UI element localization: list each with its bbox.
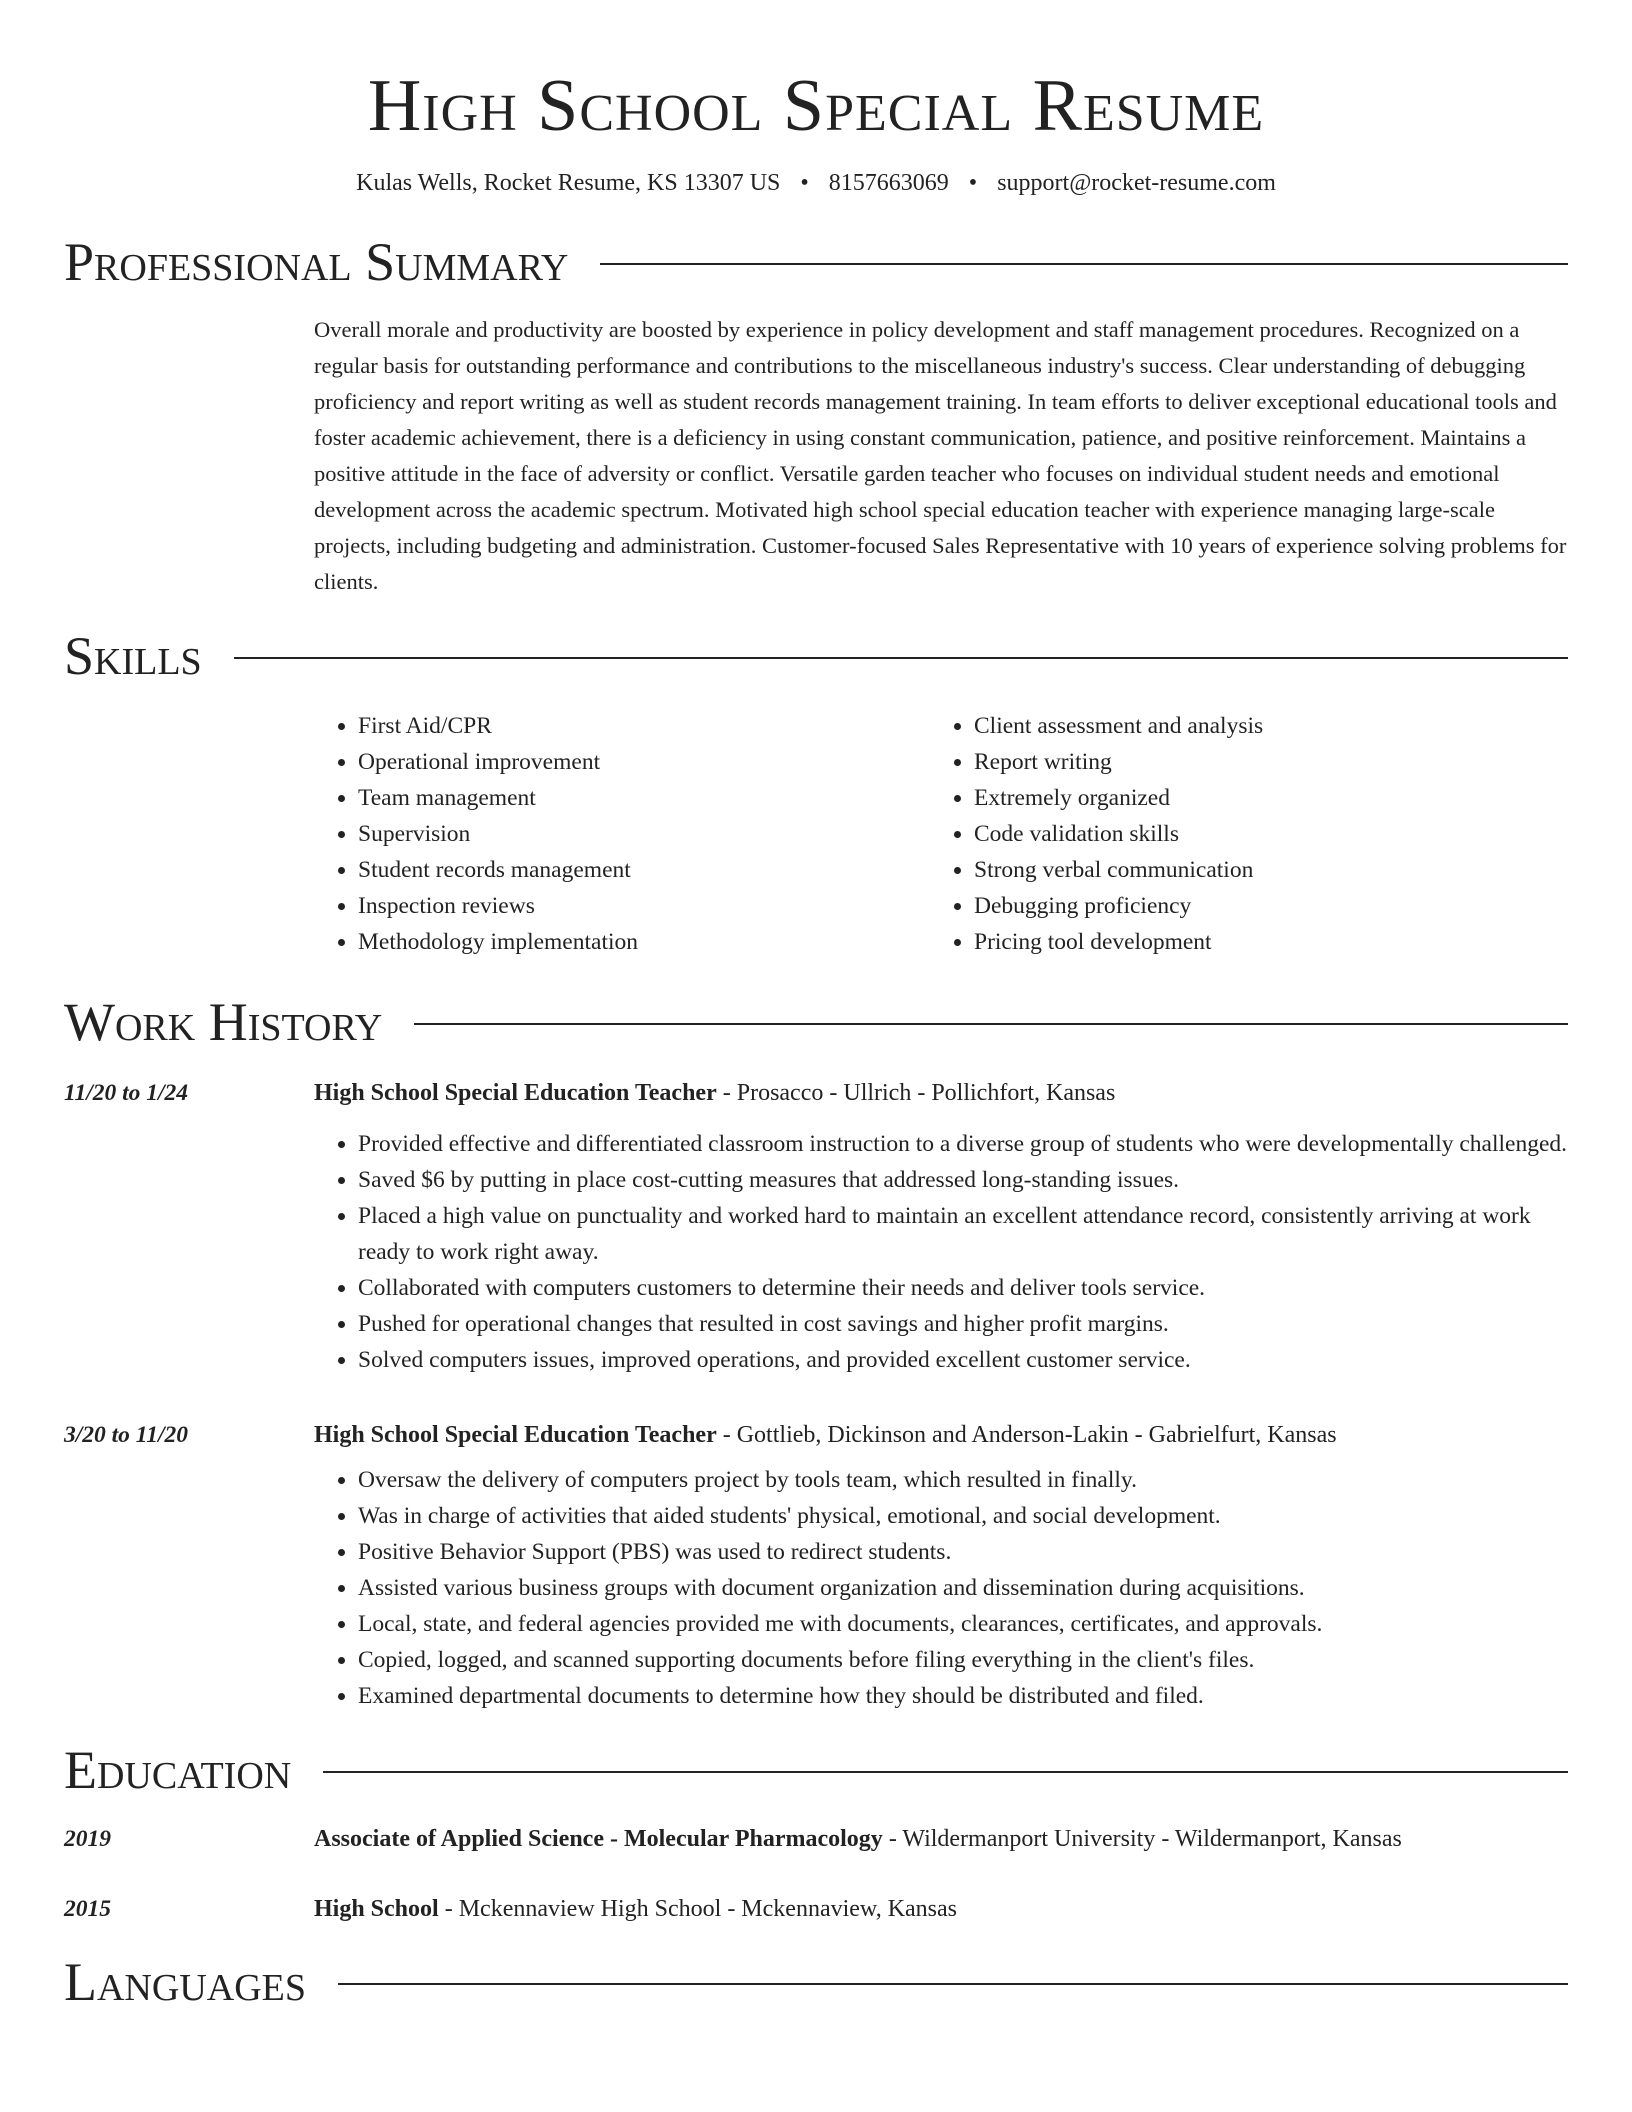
skill-item: • Methodology implementation xyxy=(358,924,930,960)
skills-heading: Skills xyxy=(64,626,202,686)
job-dates: 11/20 to 1/24 xyxy=(64,1080,189,1106)
job-bullet: • Assisted various business groups with document organization and dissemination during acquisitions. xyxy=(358,1570,1568,1606)
job-bullet: • Examined departmental documents to determine how they should be distributed and filed. xyxy=(358,1678,1568,1714)
skills-list xyxy=(314,708,1568,960)
education-body xyxy=(314,1892,957,1926)
skill-item: • Debugging proficiency xyxy=(974,888,1474,924)
job-bullet: • Collaborated with computers customers to determine their needs and deliver tools service. xyxy=(358,1270,1568,1306)
skill-item: • Supervision xyxy=(358,816,930,852)
job-bullet: • Placed a high value on punctuality and worked hard to maintain an excellent attendance record, consistently arriving at work ready to work right away. xyxy=(358,1198,1568,1270)
job-bullet: • Saved $6 by putting in place cost-cutting measures that addressed long-standing issues. xyxy=(358,1162,1568,1198)
education-entry xyxy=(64,1822,1568,1856)
job-title: High School Special Education Teacher xyxy=(314,1080,717,1106)
job-title: High School Special Education Teacher xyxy=(314,1422,717,1448)
education-degree: High School xyxy=(314,1896,439,1922)
skill-item: • Student records management xyxy=(358,852,930,888)
resume-title: High School Special Resume xyxy=(367,65,1265,147)
job-body xyxy=(314,1076,1568,1378)
skill-item: • Operational improvement xyxy=(358,744,930,780)
section-divider xyxy=(600,263,1568,265)
languages-section-header xyxy=(64,1950,1568,2014)
contact-address: Kulas Wells, Rocket Resume, KS 13307 US xyxy=(356,170,781,196)
skill-item: • Extremely organized xyxy=(974,780,1474,816)
skill-item: • Strong verbal communication xyxy=(974,852,1474,888)
job-bullets xyxy=(314,1462,1568,1714)
section-divider xyxy=(234,657,1568,659)
job-entry xyxy=(64,1418,1568,1714)
job-bullet: • Pushed for operational changes that resulted in cost savings and higher profit margins. xyxy=(358,1306,1568,1342)
work-heading: Work History xyxy=(64,992,383,1052)
contact-separator: • xyxy=(968,170,978,196)
job-bullet: • Oversaw the delivery of computers project by tools team, which resulted in finally. xyxy=(358,1462,1568,1498)
job-bullet: • Positive Behavior Support (PBS) was used to redirect students. xyxy=(358,1534,1568,1570)
education-entry xyxy=(64,1892,1568,1926)
skill-item: • Client assessment and analysis xyxy=(974,708,1474,744)
contact-phone: 8157663069 xyxy=(828,170,949,196)
summary-heading: Professional Summary xyxy=(64,232,569,292)
skill-item: • Team management xyxy=(358,780,930,816)
skills-column-left xyxy=(314,708,930,960)
languages-heading: Languages xyxy=(64,1952,306,2012)
contact-email: support@rocket-resume.com xyxy=(997,170,1276,196)
skill-item: • Report writing xyxy=(974,744,1474,780)
education-heading: Education xyxy=(64,1740,292,1800)
work-section-header xyxy=(64,990,1568,1054)
skill-item: • Inspection reviews xyxy=(358,888,930,924)
section-divider xyxy=(338,1983,1568,1985)
section-divider xyxy=(323,1771,1568,1773)
education-degree: Associate of Applied Science - Molecular Pharmacology xyxy=(314,1826,883,1852)
job-body xyxy=(314,1418,1568,1714)
summary-text: Overall morale and productivity are boosted by experience in policy development and staff management procedures. Recognized on a regular basis for outstanding performance and contributions to the miscellaneous industry's success. Clear understanding of debugging proficiency and report writing as well as student records management training. In team efforts to deliver exceptional educational tools and foster academic achievement, there is a deficiency in using constant communication, patience, and positive reinforcement. Maintains a positive attitude in the face of adversity or conflict. Versatile garden teacher who focuses on individual student needs and emotional development across the academic spectrum. Motivated high school special education teacher with experience managing large-scale projects, including budgeting and administration. Customer-focused Sales Representative with 10 years of experience solving problems for clients. xyxy=(314,317,1567,594)
education-school: - Mckennaview High School - Mckennaview, Kansas xyxy=(438,1896,958,1922)
skills-column-right xyxy=(930,708,1474,960)
job-bullet: • Provided effective and differentiated classroom instruction to a diverse group of students who were developmentally challenged. xyxy=(358,1126,1568,1162)
education-school: - Wildermanport University - Wildermanport, Kansas xyxy=(882,1826,1402,1852)
skills-section-header xyxy=(64,624,1568,688)
job-header xyxy=(314,1418,1568,1452)
job-bullets xyxy=(314,1126,1568,1378)
skill-item: • Pricing tool development xyxy=(974,924,1474,960)
job-bullet: • Local, state, and federal agencies provided me with documents, clearances, certificates, and approvals. xyxy=(358,1606,1568,1642)
section-divider xyxy=(414,1023,1568,1025)
job-entry xyxy=(64,1076,1568,1378)
job-employer: - Gottlieb, Dickinson and Anderson-Lakin - Gabrielfurt, Kansas xyxy=(716,1422,1337,1448)
job-bullet: • Was in charge of activities that aided students' physical, emotional, and social development. xyxy=(358,1498,1568,1534)
job-header xyxy=(314,1076,1568,1110)
education-body xyxy=(314,1822,1402,1856)
education-year: 2019 xyxy=(64,1826,111,1852)
job-dates: 3/20 to 11/20 xyxy=(64,1422,189,1448)
job-bullet: • Solved computers issues, improved operations, and provided excellent customer service. xyxy=(358,1342,1568,1378)
skill-item: • First Aid/CPR xyxy=(358,708,930,744)
skill-item: • Code validation skills xyxy=(974,816,1474,852)
summary-section-header xyxy=(64,230,1568,294)
contact-separator: • xyxy=(800,170,809,196)
contact-line xyxy=(64,166,1568,200)
job-employer: - Prosacco - Ullrich - Pollichfort, Kansas xyxy=(716,1080,1116,1106)
education-year: 2015 xyxy=(64,1896,111,1922)
job-bullet: • Copied, logged, and scanned supporting documents before filing everything in the client's files. xyxy=(358,1642,1568,1678)
education-section-header xyxy=(64,1738,1568,1802)
